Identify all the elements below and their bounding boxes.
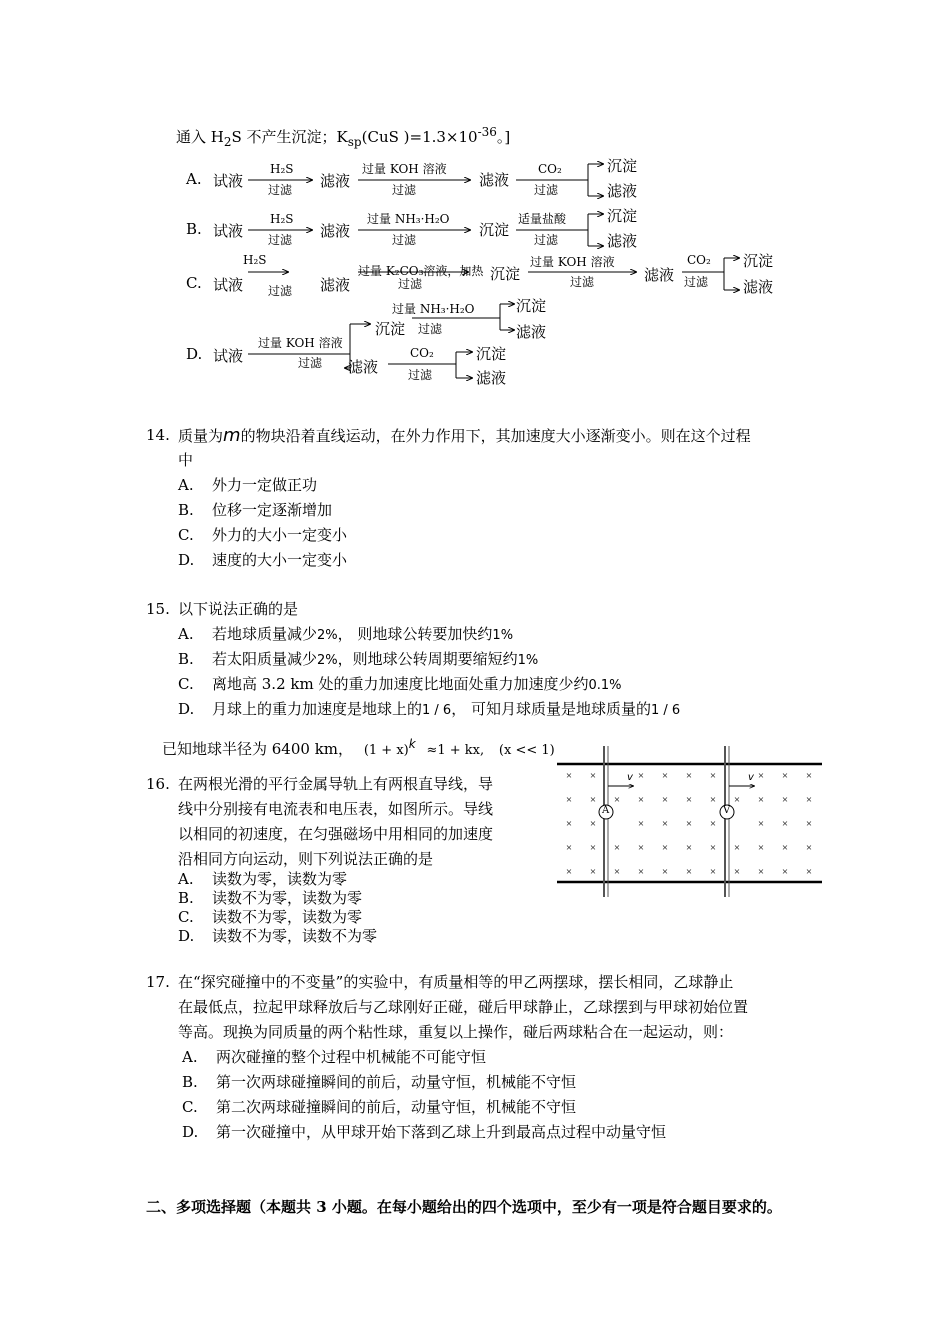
- svg-text:×: ×: [709, 842, 717, 854]
- process-label: 过滤: [534, 233, 559, 247]
- product-label: 滤液: [348, 358, 379, 376]
- question-line: 以相同的初速度，在匀强磁场中用相同的加速度: [178, 825, 494, 843]
- question-number: 15.: [146, 600, 170, 618]
- svg-text:×: ×: [637, 770, 645, 782]
- reagent-label: 过量 KOH 溶液: [258, 336, 343, 350]
- product-label: 滤液: [320, 222, 351, 240]
- question-number: 14.: [146, 426, 170, 444]
- svg-text:×: ×: [565, 770, 573, 782]
- reagent-label: 过量 KOH 溶液: [362, 162, 447, 176]
- question-line: 在“探究碰撞中的不变量”的实验中，有质量相等的甲乙两摆球，摆长相同，乙球静止: [178, 973, 734, 991]
- svg-text:×: ×: [733, 866, 741, 878]
- svg-text:×: ×: [781, 770, 789, 782]
- svg-text:×: ×: [685, 866, 693, 878]
- process-label: 过滤: [268, 233, 293, 247]
- product-label: 沉淀: [607, 157, 638, 175]
- product-label: 滤液: [516, 323, 547, 341]
- svg-text:×: ×: [613, 866, 621, 878]
- svg-text:×: ×: [805, 818, 813, 830]
- svg-text:×: ×: [781, 842, 789, 854]
- question-line: 在两根光滑的平行金属导轨上有两根直导线，导: [178, 775, 494, 793]
- reagent-label: H₂S: [243, 253, 267, 267]
- q13-b-start: 试液: [213, 222, 244, 240]
- svg-text:×: ×: [661, 794, 669, 806]
- product-label: 滤液: [320, 276, 351, 294]
- question-15: [146, 597, 826, 727]
- svg-text:×: ×: [589, 770, 597, 782]
- svg-text:×: ×: [805, 770, 813, 782]
- svg-text:×: ×: [661, 842, 669, 854]
- velocity-label: v: [748, 772, 754, 783]
- option-c[interactable]: C. 第二次两球碰撞瞬间的前后，动量守恒，机械能不守恒: [182, 1098, 577, 1116]
- known-condition: 已知地球半径为 6400 km， $(1 + x)^k \approx 1$ + kx, (x << 1): [162, 737, 555, 758]
- option-d[interactable]: D. 月球上的重力加速度是地球上的1 / 6， 可知月球质量是地球质量的1 / 6: [178, 700, 681, 718]
- product-label: 滤液: [320, 172, 351, 190]
- product-label: 沉淀: [607, 207, 638, 225]
- reagent-label: H₂S: [270, 162, 294, 176]
- reagent-label: CO₂: [538, 162, 562, 176]
- svg-text:×: ×: [805, 794, 813, 806]
- reagent-label: H₂S: [270, 212, 294, 226]
- q13-a-start: 试液: [213, 172, 244, 190]
- ammeter-label: A: [602, 805, 610, 816]
- product-label: 沉淀: [375, 320, 406, 338]
- q13-flow-diagrams: [0, 0, 950, 400]
- question-text-cont: 中: [178, 451, 194, 469]
- svg-text:×: ×: [781, 866, 789, 878]
- svg-text:×: ×: [589, 842, 597, 854]
- option-a[interactable]: A. 若地球质量减少2%， 则地球公转要加快约1%: [178, 625, 514, 643]
- rod-left: [604, 746, 608, 897]
- rod-right: [725, 746, 729, 897]
- svg-text:×: ×: [661, 770, 669, 782]
- option-d[interactable]: D. 第一次碰撞中，从甲球开始下落到乙球上升到最高点过程中动量守恒: [182, 1123, 667, 1141]
- product-label: 滤液: [743, 278, 774, 296]
- option-a[interactable]: A. 两次碰撞的整个过程中机械能不可能守恒: [182, 1048, 487, 1066]
- svg-text:×: ×: [613, 794, 621, 806]
- reagent-label: 过量 KOH 溶液: [530, 255, 615, 269]
- reagent-label: CO₂: [410, 346, 434, 360]
- q13-option-d-letter: D.: [186, 345, 203, 363]
- product-label: 滤液: [607, 232, 638, 250]
- q13-option-c-letter: C.: [186, 274, 202, 292]
- reagent-label: 过量 K₂CO₃溶液，加热: [358, 264, 484, 278]
- svg-text:×: ×: [565, 866, 573, 878]
- svg-text:×: ×: [565, 818, 573, 830]
- product-label: 滤液: [644, 266, 675, 284]
- product-label: 沉淀: [479, 221, 510, 239]
- process-label: 过滤: [268, 183, 293, 197]
- svg-text:×: ×: [733, 842, 741, 854]
- question-line: 等高。现换为同质量的两个粘性球，重复以上操作，碰后两球粘合在一起运动，则：: [178, 1023, 734, 1041]
- svg-text:×: ×: [685, 770, 693, 782]
- question-line: 沿相同方向运动，则下列说法正确的是: [178, 850, 434, 868]
- svg-text:×: ×: [661, 866, 669, 878]
- product-label: 沉淀: [490, 265, 521, 283]
- svg-text:×: ×: [685, 818, 693, 830]
- option-d[interactable]: D. 读数不为零，读数不为零: [178, 927, 378, 945]
- process-label: 过滤: [392, 183, 417, 197]
- option-d[interactable]: D. 速度的大小一定变小: [178, 551, 348, 569]
- product-label: 滤液: [479, 171, 510, 189]
- question-text: 质量为m的物块沿着直线运动，在外力作用下，其加速度大小逐渐变小。则在这个过程: [178, 425, 751, 446]
- process-label: 过滤: [268, 284, 293, 298]
- product-label: 滤液: [607, 182, 638, 200]
- svg-text:×: ×: [733, 794, 741, 806]
- svg-text:×: ×: [661, 818, 669, 830]
- process-label: 过滤: [418, 322, 443, 336]
- q13-note: 通入 $H_2S$ 不产生沉淀；$K_{sp}(CuS$ )$=1.3\times 10^{-36}$。]: [176, 125, 511, 149]
- section-2-title: 二、多项选择题（本题共 3 小题。在每小题给出的四个选项中，至少有一项是符合题目要求的。: [146, 1198, 782, 1216]
- process-label: 过滤: [392, 233, 417, 247]
- svg-text:×: ×: [685, 842, 693, 854]
- process-label: 过滤: [408, 368, 433, 382]
- process-label: 过滤: [570, 275, 595, 289]
- process-label: 过滤: [534, 183, 559, 197]
- svg-text:×: ×: [757, 794, 765, 806]
- question-16: [146, 772, 556, 947]
- process-label: 过滤: [398, 277, 423, 291]
- option-a[interactable]: A. 外力一定做正功: [178, 476, 318, 494]
- option-b[interactable]: B. 读数不为零，读数为零: [178, 889, 363, 907]
- question-17: [146, 970, 826, 1145]
- svg-text:×: ×: [637, 842, 645, 854]
- svg-text:×: ×: [565, 794, 573, 806]
- question-number: 17.: [146, 973, 170, 991]
- reagent-label: 过量 NH₃·H₂O: [367, 212, 450, 226]
- q13-c-start: 试液: [213, 276, 244, 294]
- q13-d-start: 试液: [213, 347, 244, 365]
- product-label: 沉淀: [516, 297, 547, 315]
- q13-option-a-letter: A.: [186, 170, 202, 188]
- option-c[interactable]: C. 外力的大小一定变小: [178, 526, 348, 544]
- svg-text:×: ×: [589, 818, 597, 830]
- svg-text:×: ×: [781, 794, 789, 806]
- option-a[interactable]: A. 读数为零，读数为零: [178, 870, 348, 888]
- option-b[interactable]: B. 若太阳质量减少2%，则地球公转周期要缩短约1%: [178, 650, 539, 668]
- process-label: 过滤: [298, 356, 323, 370]
- svg-text:×: ×: [637, 866, 645, 878]
- question-line: 在最低点，拉起甲球释放后与乙球刚好正碰，碰后甲球静止，乙球摆到与甲球初始位置: [178, 998, 749, 1016]
- svg-text:×: ×: [637, 818, 645, 830]
- product-label: 滤液: [476, 369, 507, 387]
- svg-text:×: ×: [589, 794, 597, 806]
- question-number: 16.: [146, 775, 170, 793]
- svg-text:×: ×: [565, 842, 573, 854]
- svg-text:×: ×: [757, 770, 765, 782]
- product-label: 沉淀: [476, 345, 507, 363]
- magnetic-field-marks: [566, 770, 812, 878]
- svg-text:×: ×: [589, 866, 597, 878]
- q13-option-b-letter: B.: [186, 220, 202, 238]
- question-14: [146, 423, 826, 573]
- process-label: 过滤: [684, 275, 709, 289]
- svg-text:×: ×: [805, 842, 813, 854]
- svg-text:×: ×: [757, 866, 765, 878]
- product-label: 沉淀: [743, 252, 774, 270]
- svg-text:×: ×: [637, 794, 645, 806]
- question-title: 以下说法正确的是: [178, 600, 299, 618]
- voltmeter-label: V: [723, 805, 731, 816]
- svg-text:×: ×: [613, 842, 621, 854]
- option-b[interactable]: B. 位移一定逐渐增加: [178, 501, 333, 519]
- q16-figure: [555, 742, 825, 902]
- svg-text:×: ×: [757, 842, 765, 854]
- option-c[interactable]: C. 离地高 3.2 km 处的重力加速度比地面处重力加速度少约0.1%: [178, 675, 622, 693]
- svg-text:×: ×: [709, 794, 717, 806]
- svg-text:×: ×: [685, 794, 693, 806]
- velocity-label: v: [627, 772, 633, 783]
- svg-text:×: ×: [757, 818, 765, 830]
- reagent-label: CO₂: [687, 253, 711, 267]
- svg-text:×: ×: [805, 866, 813, 878]
- question-line: 线中分别接有电流表和电压表，如图所示。导线: [178, 800, 494, 818]
- svg-text:×: ×: [709, 818, 717, 830]
- option-c[interactable]: C. 读数不为零，读数为零: [178, 908, 363, 926]
- svg-text:×: ×: [781, 818, 789, 830]
- option-b[interactable]: B. 第一次两球碰撞瞬间的前后，动量守恒，机械能不守恒: [182, 1073, 577, 1091]
- svg-text:×: ×: [709, 770, 717, 782]
- svg-text:×: ×: [709, 866, 717, 878]
- reagent-label: 适量盐酸: [518, 212, 567, 226]
- reagent-label: 过量 NH₃·H₂O: [392, 302, 475, 316]
